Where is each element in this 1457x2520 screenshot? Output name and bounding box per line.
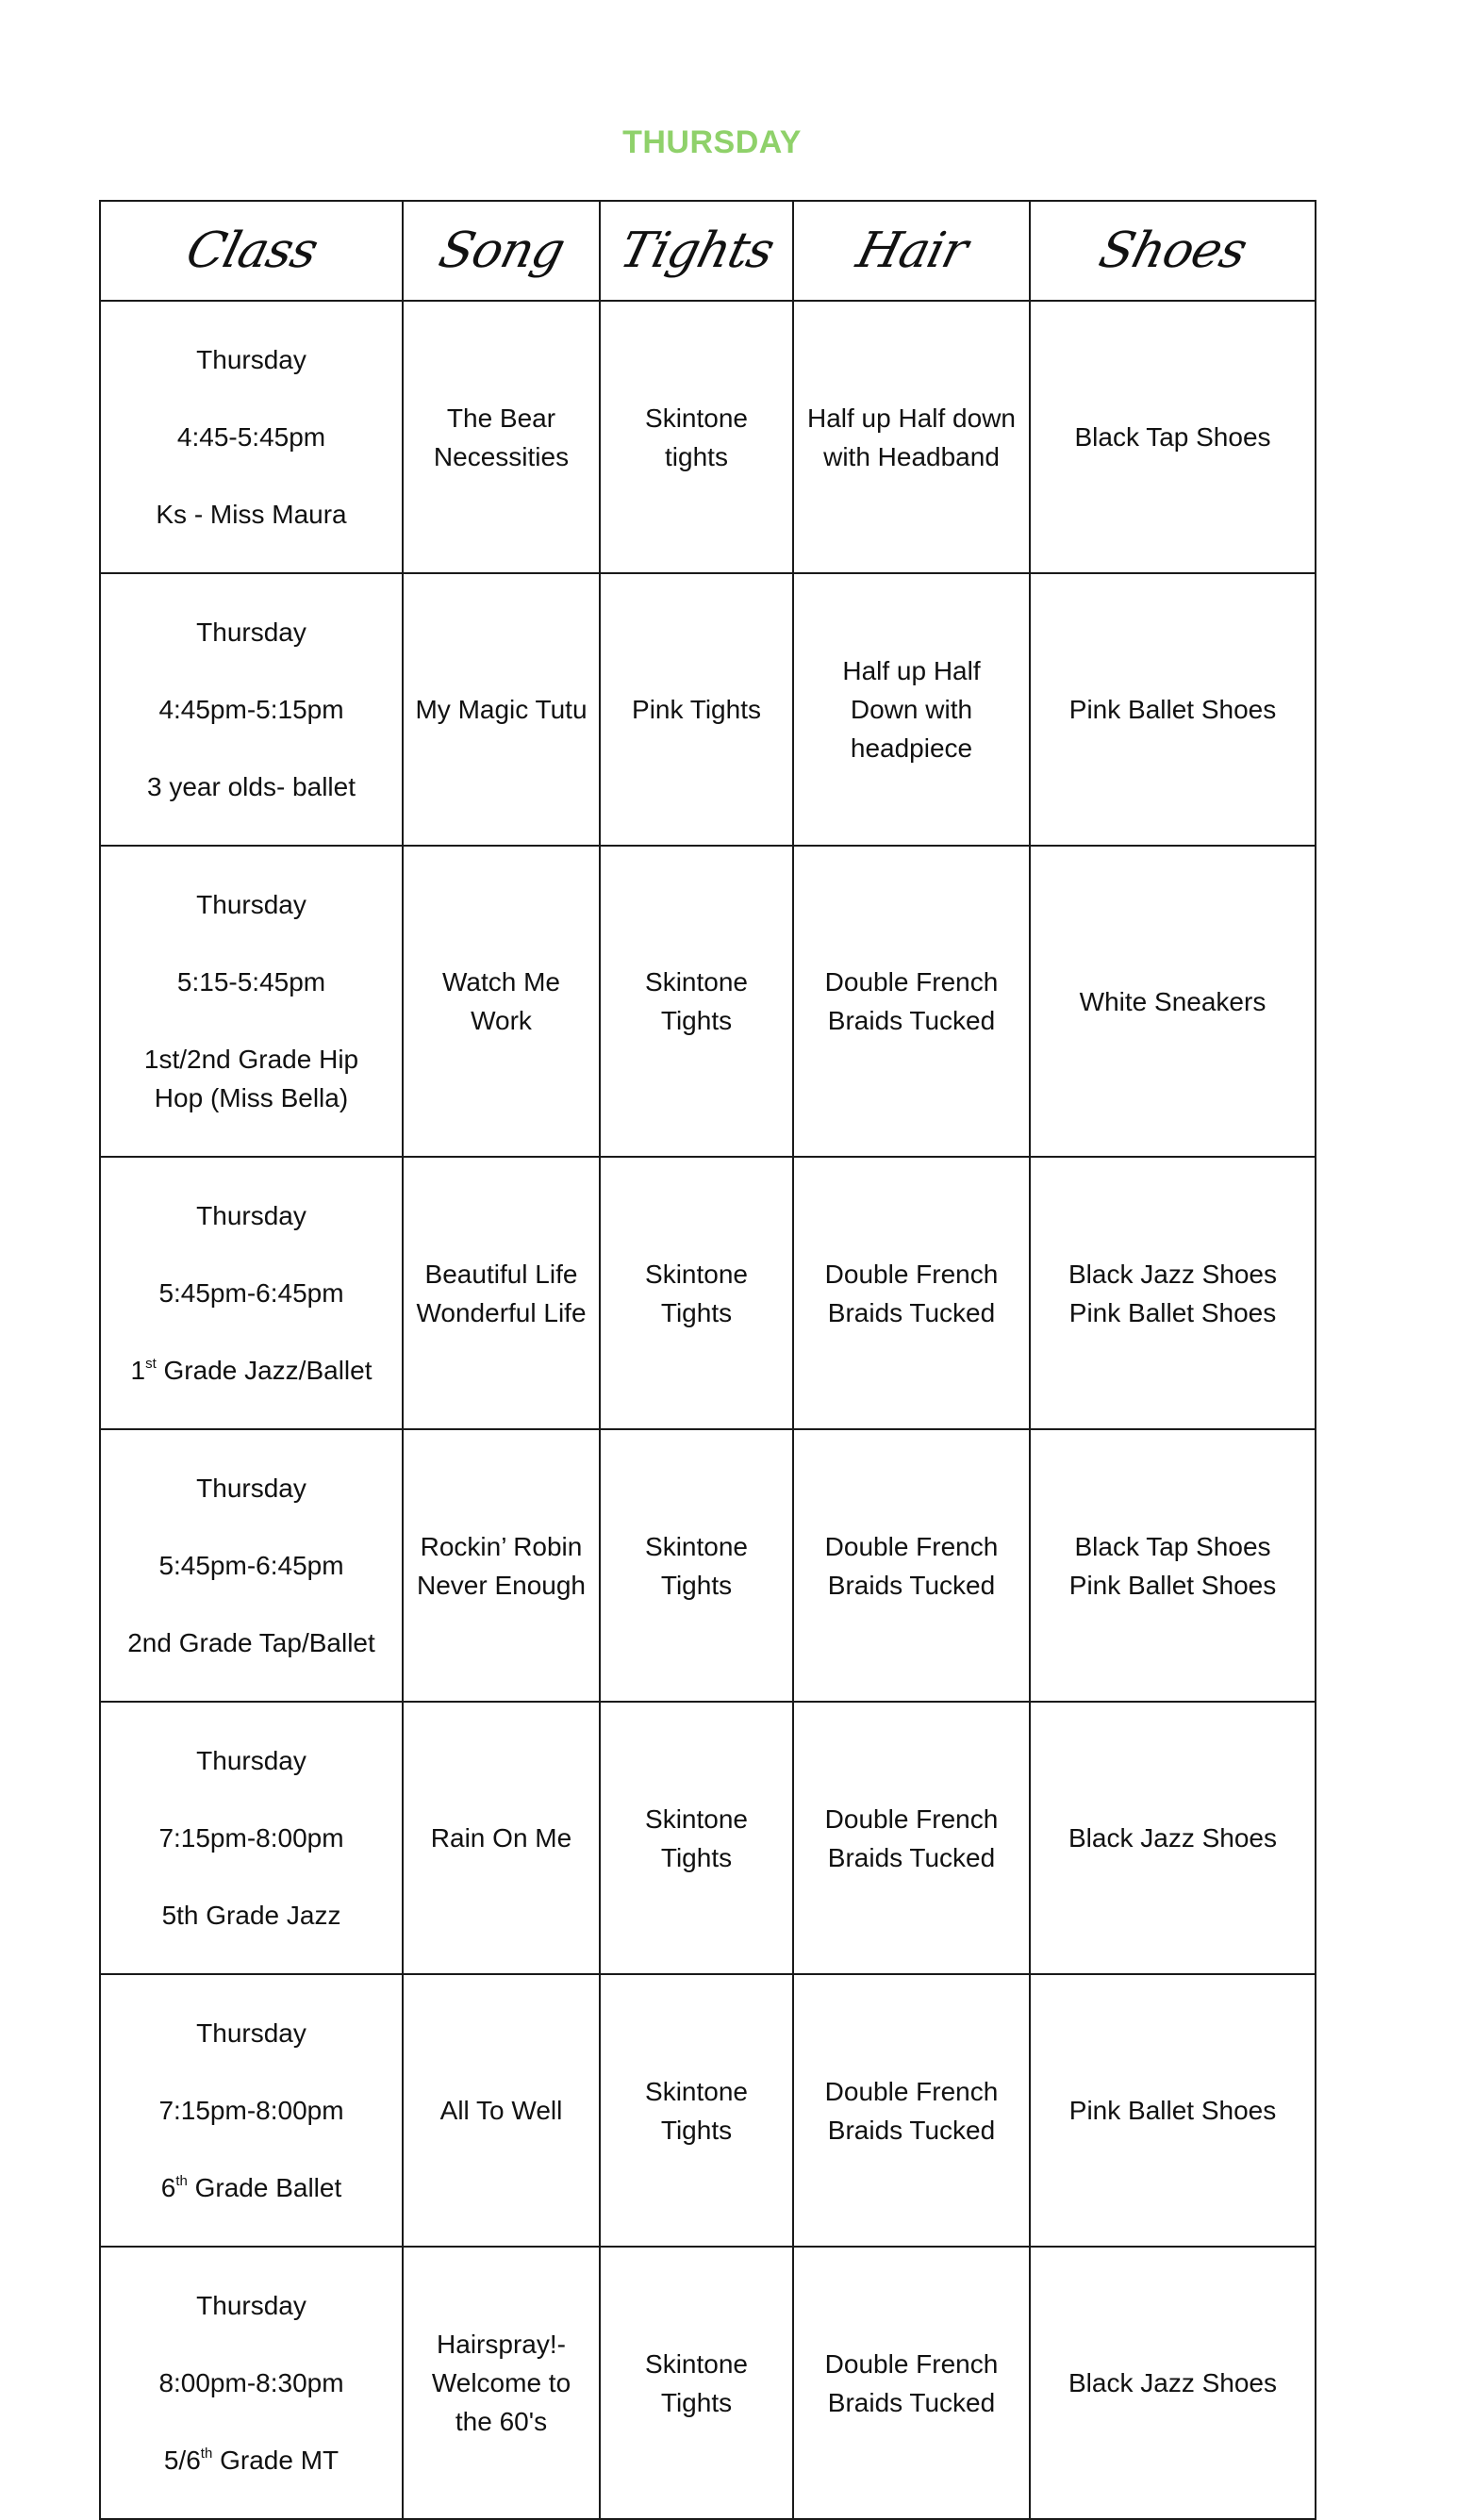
song-cell: My Magic Tutu (403, 573, 600, 846)
hair-cell: Half up Half Down with headpiece (793, 573, 1030, 846)
hair-cell: Double French Braids Tucked (793, 846, 1030, 1157)
class-cell (100, 2247, 403, 2519)
shoes-cell: Black Jazz Shoes (1030, 2247, 1316, 2519)
class-cell (100, 573, 403, 846)
class-time: 8:00pm-8:30pm (158, 2368, 344, 2397)
table-row (100, 301, 1316, 573)
tights-cell: Skintone Tights (600, 2247, 793, 2519)
class-cell (100, 301, 403, 573)
song-cell: Rain On Me (403, 1702, 600, 1974)
class-group: 3 year olds- ballet (146, 772, 356, 801)
hair-cell: Half up Half down with Headband (793, 301, 1030, 573)
class-day: Thursday (196, 345, 306, 374)
shoes-cell: Pink Ballet Shoes (1030, 1974, 1316, 2247)
class-group: 5/6th Grade MT (163, 2445, 339, 2475)
shoes-cell: Black Jazz Shoes Pink Ballet Shoes (1030, 1157, 1316, 1429)
header-tights: Tights (600, 201, 793, 301)
class-time: 5:15-5:45pm (176, 967, 326, 996)
song-cell: Rockin’ Robin Never Enough (403, 1429, 600, 1702)
class-cell (100, 1157, 403, 1429)
class-time: 4:45pm-5:15pm (158, 695, 344, 724)
shoes-cell: Black Tap Shoes Pink Ballet Shoes (1030, 1429, 1316, 1702)
song-cell: Watch Me Work (403, 846, 600, 1157)
class-cell (100, 1702, 403, 1974)
class-time: 7:15pm-8:00pm (158, 2096, 344, 2125)
class-day: Thursday (196, 1201, 306, 1230)
class-group: 2nd Grade Tap/Ballet (127, 1628, 375, 1657)
tights-cell: Skintone Tights (600, 1429, 793, 1702)
class-group: 6th Grade Ballet (160, 2172, 342, 2202)
song-cell: All To Well (403, 1974, 600, 2247)
class-day: Thursday (196, 2291, 306, 2320)
song-cell: Hairspray!- Welcome to the 60's (403, 2247, 600, 2519)
page-title: THURSDAY (622, 124, 802, 160)
shoes-cell: Pink Ballet Shoes (1030, 573, 1316, 846)
schedule-table (99, 200, 1316, 2520)
hair-cell: Double French Braids Tucked (793, 2247, 1030, 2519)
tights-cell: Pink Tights (600, 573, 793, 846)
class-time: 5:45pm-6:45pm (158, 1278, 344, 1308)
shoes-cell: Black Jazz Shoes (1030, 1702, 1316, 1974)
class-time: 7:15pm-8:00pm (158, 1823, 344, 1853)
hair-cell: Double French Braids Tucked (793, 1429, 1030, 1702)
table-row (100, 1429, 1316, 1702)
table-row (100, 1974, 1316, 2247)
table-row (100, 1157, 1316, 1429)
header-hair: Hair (793, 201, 1030, 301)
class-day: Thursday (196, 1746, 306, 1775)
tights-cell: Skintone tights (600, 301, 793, 573)
header-shoes: Shoes (1030, 201, 1316, 301)
class-group: Ks - Miss Maura (156, 500, 347, 529)
class-group: 1st Grade Jazz/Ballet (130, 1355, 373, 1385)
song-cell: The Bear Necessities (403, 301, 600, 573)
header-row (100, 201, 1316, 301)
song-cell: Beautiful Life Wonderful Life (403, 1157, 600, 1429)
hair-cell: Double French Braids Tucked (793, 1157, 1030, 1429)
tights-cell: Skintone Tights (600, 1157, 793, 1429)
table-row (100, 2247, 1316, 2519)
header-class: Class (100, 201, 403, 301)
class-cell (100, 1974, 403, 2247)
class-time: 5:45pm-6:45pm (158, 1551, 344, 1580)
tights-cell: Skintone Tights (600, 1702, 793, 1974)
tights-cell: Skintone Tights (600, 1974, 793, 2247)
shoes-cell: White Sneakers (1030, 846, 1316, 1157)
class-day: Thursday (196, 890, 306, 919)
class-day: Thursday (196, 1474, 306, 1503)
class-group: 5th Grade Jazz (161, 1901, 341, 1930)
table-row (100, 573, 1316, 846)
hair-cell: Double French Braids Tucked (793, 1974, 1030, 2247)
table-row (100, 1702, 1316, 1974)
class-cell (100, 846, 403, 1157)
header-song: Song (403, 201, 600, 301)
class-cell (100, 1429, 403, 1702)
tights-cell: Skintone Tights (600, 846, 793, 1157)
class-day: Thursday (196, 618, 306, 647)
table-row (100, 846, 1316, 1157)
class-day: Thursday (196, 2018, 306, 2048)
class-group: 1st/2nd Grade Hip Hop (Miss Bella) (143, 1045, 359, 1112)
class-time: 4:45-5:45pm (176, 422, 326, 452)
shoes-cell: Black Tap Shoes (1030, 301, 1316, 573)
hair-cell: Double French Braids Tucked (793, 1702, 1030, 1974)
